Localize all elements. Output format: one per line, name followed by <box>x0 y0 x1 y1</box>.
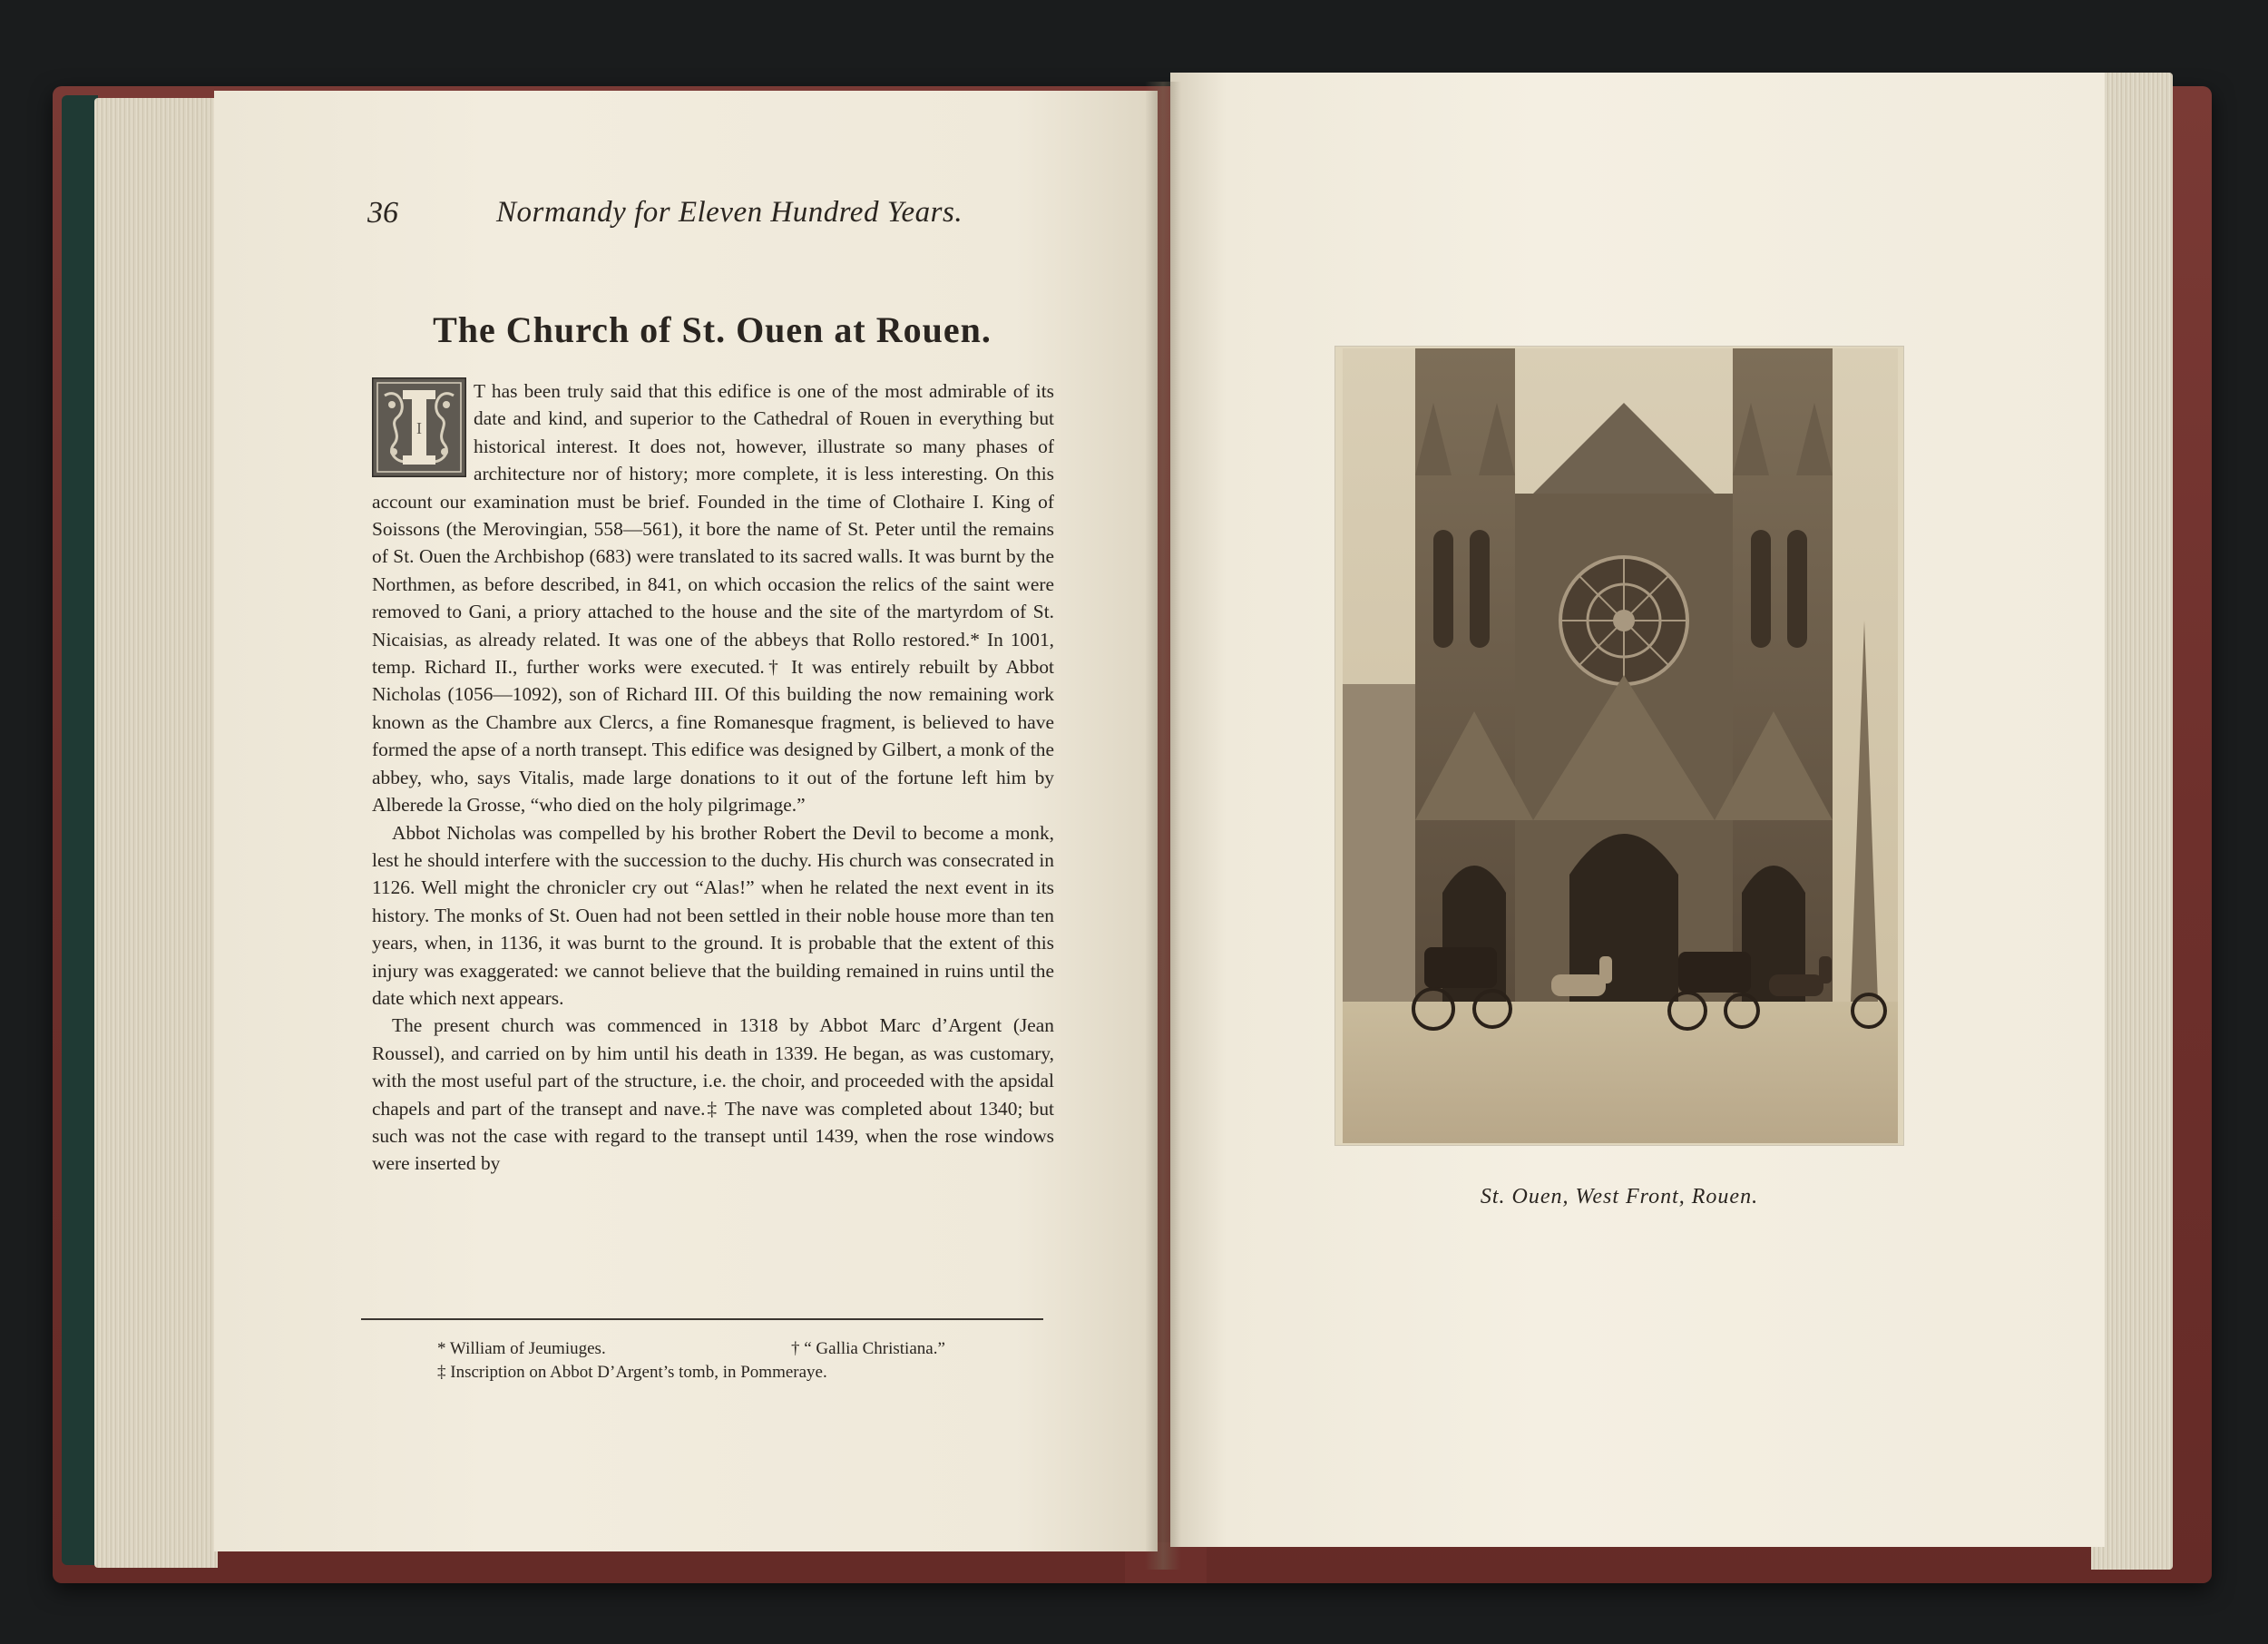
page-number: 36 <box>367 196 398 230</box>
left-page-edges <box>94 98 218 1568</box>
footnote-rule <box>361 1318 1043 1320</box>
footnote-3: ‡ Inscription on Abbot D’Argent’s tomb, in Pommeraye. <box>437 1363 827 1382</box>
running-head <box>367 196 1057 236</box>
cathedral-photograph <box>1343 348 1898 1143</box>
cathedral-facade-image <box>1343 348 1898 1143</box>
drop-cap-ornament-icon <box>372 377 466 477</box>
drop-cap-letter: I <box>416 419 422 437</box>
book-gutter <box>1145 82 1181 1570</box>
footnote-row <box>437 1337 1072 1361</box>
chapter-title: The Church of St. Ouen at Rouen. <box>433 309 992 350</box>
inner-cover-board <box>62 95 98 1565</box>
footnote-1: * William of Jeumiuges. <box>437 1339 606 1358</box>
body-text <box>372 377 1054 1178</box>
running-title: Normandy for Eleven Hundred Years. <box>496 196 963 229</box>
drop-cap <box>372 377 474 484</box>
footnote-2: † “ Gallia Christiana.” <box>791 1339 945 1358</box>
footnote-row <box>437 1361 1072 1385</box>
footnotes <box>437 1337 1072 1385</box>
paragraph: T has been truly said that this edifice is one of the most admirable of its date and kind, and superior to the Cathedral of Rouen in everything but historical interest. It does not, however, illustrate so many phases of architecture nor of history; more complete, it is less interesting. On this account our examination must be brief. Founded in the time of Clothaire I. King of Soissons (the Merovingian, 558—561), it bore the name of St. Peter until the remains of St. Ouen the Archbishop (683) were translated to its sacred walls. It was burnt by the Northmen, as before described, in 841, on which occasion the relics of the saint were removed to Gani, a priory attached to the house and the site of the martyrdom of St. Nicaisias, as already related. It was one of the abbeys that Rollo restored.* In 1001, temp. Richard II., further works were executed.† It was entirely rebuilt by Abbot Nicholas (1056—1092), son of Richard III. Of this building the now remaining work known as the Chambre aux Clercs, a fine Romanesque fragment, is believed to have formed the apse of a north transept. This edifice was designed by Gilbert, a monk of the abbey, who, says Vitalis, made large donations to it out of the fortune left him by Alberede la Grosse, “who died on the holy pilgrimage.” <box>372 380 1054 817</box>
plate-caption: St. Ouen, West Front, Rouen. <box>1480 1185 1759 1209</box>
paragraph: Abbot Nicholas was compelled by his brother Robert the Devil to become a monk, lest he should interfere with the succession to the duchy. His church was consecrated in 1126. Well might the chronicler cry out “Alas!” when he related the next event in its history. The monks of St. Ouen had not been settled in their noble house more than ten years, when, in 1136, it was burnt to the ground. It is probable that the extent of this injury was exaggerated: we cannot believe that the building remained in ruins until the date which next appears. <box>372 821 1054 1009</box>
paragraph: The present church was commenced in 1318 by Abbot Marc d’Argent (Jean Roussel), and carried on by him until his death in 1339. He began, as was customary, with the most useful part of the structure, i.e. the choir, and proceeded with the apsidal chapels and part of the transept and nave.‡ The nave was completed about 1340; but such was not the case with regard to the transept until 1439, when the rose windows were inserted by <box>372 1014 1054 1175</box>
